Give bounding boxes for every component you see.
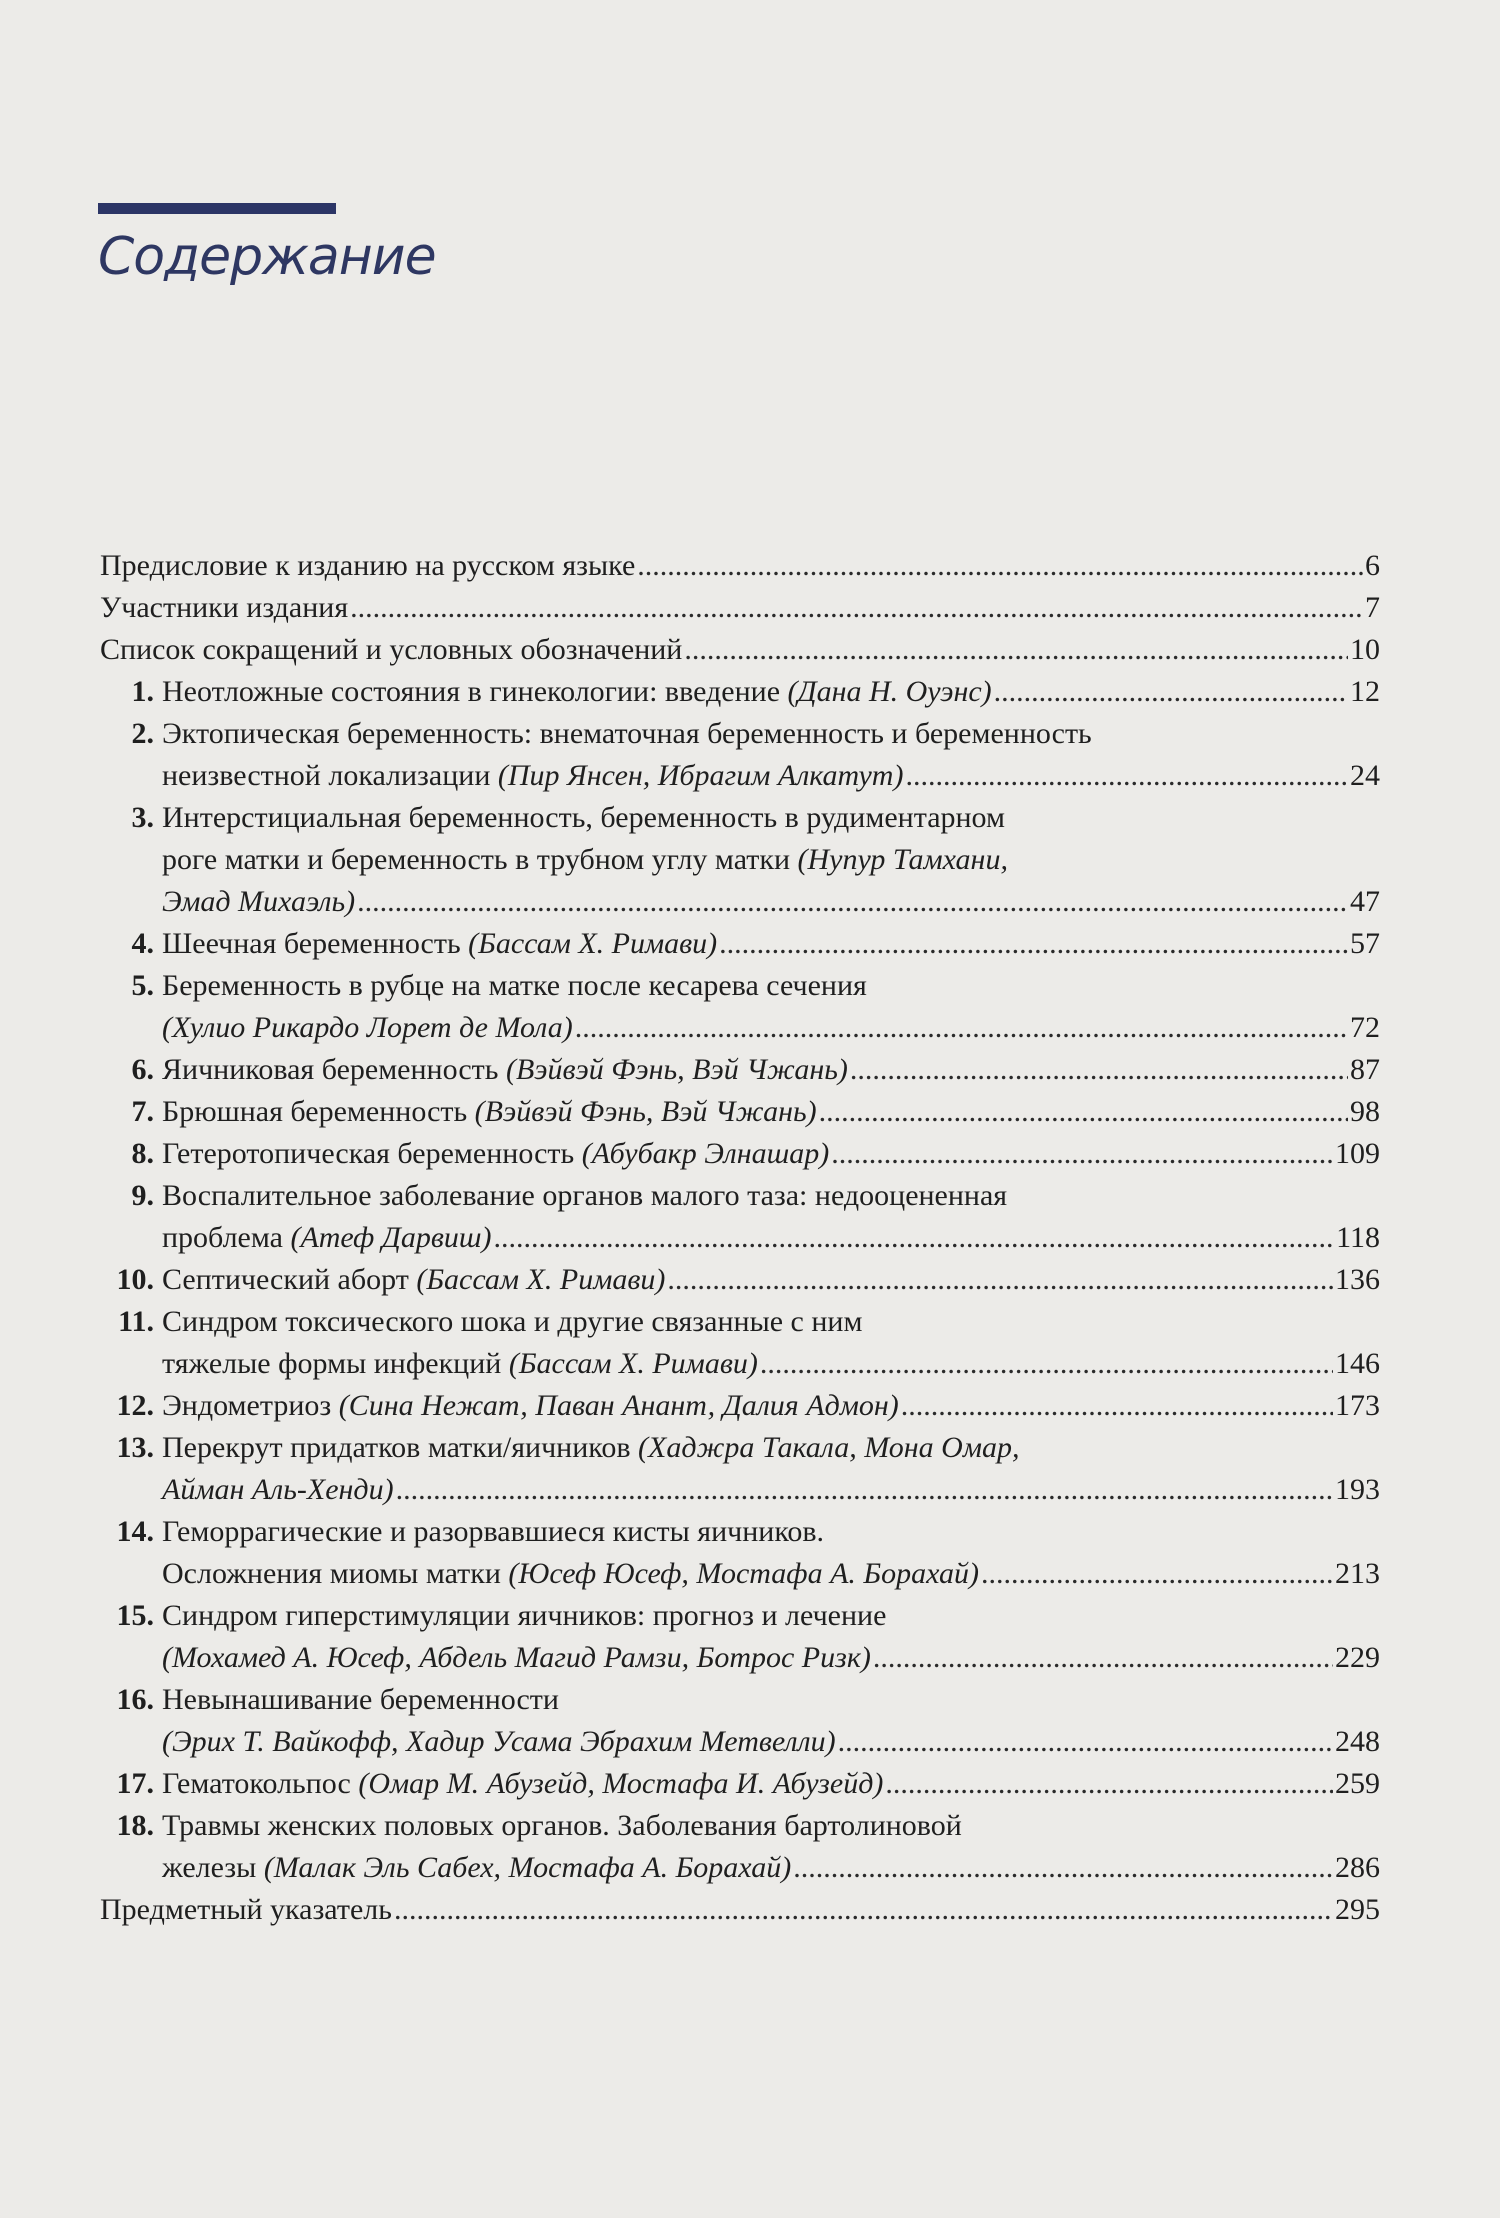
page-number: 286 (1335, 1851, 1380, 1884)
toc-chapter-4[interactable]: 4. Шеечная беременность (Бассам Х. Римави) ..... 57 (100, 923, 1380, 965)
chapter-number: 3. (131, 801, 154, 834)
chapter-number: 9. (131, 1179, 154, 1212)
chapter-authors: (Вэйвэй Фэнь, Вэй Чжань) (474, 1095, 817, 1128)
toc-chapter-10[interactable]: 10. Септический аборт (Бассам Х. Римави) ..... 136 (100, 1259, 1380, 1301)
chapter-number: 5. (131, 969, 154, 1002)
leader-dots (684, 629, 1348, 671)
chapter-number: 11. (118, 1305, 154, 1338)
chapter-number: 18. (116, 1809, 154, 1842)
page-number: 47 (1350, 885, 1380, 918)
leader-dots (793, 1847, 1333, 1889)
chapter-authors: (Нупур Тамхани, (797, 843, 1008, 876)
toc-chapter-18[interactable]: 18. Травмы женских половых органов. Заболевания бартолиновой (100, 1805, 1380, 1847)
chapter-authors: (Малак Эль Сабех, Мостафа А. Борахай) (263, 1851, 792, 1884)
chapter-authors: (Сина Нежат, Паван Анант, Далия Адмон) (338, 1389, 899, 1422)
page-number: 229 (1335, 1641, 1380, 1674)
leader-dots (719, 923, 1348, 965)
leader-dots (981, 1553, 1333, 1595)
leader-dots (819, 1091, 1348, 1133)
page-number: 193 (1335, 1473, 1380, 1506)
page-number: 57 (1350, 927, 1380, 960)
page-number: 72 (1350, 1011, 1380, 1044)
chapter-authors: (Вэйвэй Фэнь, Вэй Чжань) (505, 1053, 848, 1086)
chapter-authors: (Мохамед А. Юсеф, Абдель Магид Рамзи, Ботрос Ризк) (162, 1641, 871, 1674)
page-number: 295 (1335, 1893, 1380, 1926)
toc-entry-contributors[interactable]: Участники издания ..... 7 (100, 587, 1380, 629)
page-number: 87 (1350, 1053, 1380, 1086)
toc-chapter-3[interactable]: 3. Интерстициальная беременность, беременность в рудиментарном (100, 797, 1380, 839)
leader-dots (667, 1259, 1333, 1301)
chapter-authors: (Омар М. Абузейд, Мостафа И. Абузейд) (358, 1767, 884, 1800)
toc-chapter-12[interactable]: 12. Эндометриоз (Сина Нежат, Паван Анант, Далия Адмон) ..... 173 (100, 1385, 1380, 1427)
chapter-number: 8. (131, 1137, 154, 1170)
page-number: 259 (1335, 1767, 1380, 1800)
leader-dots (394, 1889, 1333, 1931)
leader-dots (575, 1007, 1348, 1049)
page-number: 136 (1335, 1263, 1380, 1296)
toc-chapter-5[interactable]: 5. Беременность в рубце на матке после кесарева сечения (100, 965, 1380, 1007)
page-title: Содержание (98, 227, 436, 287)
leader-dots (994, 671, 1348, 713)
page-number: 6 (1365, 549, 1380, 582)
chapter-authors: (Атеф Дарвиш) (290, 1221, 492, 1254)
toc-chapter-14-cont[interactable]: Осложнения миомы матки (Юсеф Юсеф, Мостафа А. Борахай) ..... 213 (100, 1553, 1380, 1595)
leader-dots (357, 881, 1348, 923)
page-number: 24 (1350, 759, 1380, 792)
page-number: 248 (1335, 1725, 1380, 1758)
chapter-number: 2. (131, 717, 154, 750)
page-number: 118 (1336, 1221, 1380, 1254)
chapter-authors: (Бассам Х. Римави) (508, 1347, 758, 1380)
toc-entry-index[interactable]: Предметный указатель ..... 295 (100, 1889, 1380, 1931)
leader-dots (901, 1385, 1333, 1427)
chapter-authors: (Бассам Х. Римави) (416, 1263, 666, 1296)
toc-chapter-17[interactable]: 17. Гематокольпос (Омар М. Абузейд, Мостафа И. Абузейд) ..... 259 (100, 1763, 1380, 1805)
toc-chapter-3-cont[interactable]: роге матки и беременность в трубном углу матки (Нупур Тамхани, (162, 843, 1008, 876)
toc-chapter-2-cont[interactable]: неизвестной локализации (Пир Янсен, Ибрагим Алкатут) ..... 24 (100, 755, 1380, 797)
chapter-number: 17. (116, 1767, 154, 1800)
page-number: 12 (1350, 675, 1380, 708)
chapter-authors: (Хаджра Такала, Мона Омар, (638, 1431, 1020, 1464)
chapter-authors: (Хулио Рикардо Лорет де Мола) (162, 1011, 573, 1044)
chapter-number: 6. (131, 1053, 154, 1086)
leader-dots (831, 1133, 1333, 1175)
title-accent-bar (98, 203, 336, 214)
chapter-number: 12. (116, 1389, 154, 1422)
toc-chapter-5-cont[interactable] (100, 1007, 1380, 1049)
page-number: 213 (1335, 1557, 1380, 1590)
toc-chapter-7[interactable]: 7. Брюшная беременность (Вэйвэй Фэнь, Вэй Чжань) ..... 98 (100, 1091, 1380, 1133)
leader-dots (850, 1049, 1348, 1091)
toc-chapter-16[interactable]: 16. Невынашивание беременности (100, 1679, 1380, 1721)
chapter-number: 10. (116, 1263, 154, 1296)
toc-chapter-15[interactable]: 15. Синдром гиперстимуляции яичников: прогноз и лечение (100, 1595, 1380, 1637)
toc-chapter-9-cont[interactable]: проблема (Атеф Дарвиш) ..... 118 (100, 1217, 1380, 1259)
page-number: 173 (1335, 1389, 1380, 1422)
chapter-authors: Эмад Михаэль) (162, 885, 356, 918)
toc-chapter-8[interactable]: 8. Гетеротопическая беременность (Абубакр Элнашар) ..... 109 (100, 1133, 1380, 1175)
toc-chapter-9[interactable]: 9. Воспалительное заболевание органов малого таза: недооцененная (100, 1175, 1380, 1217)
page-number: 7 (1365, 591, 1380, 624)
toc-chapter-13[interactable]: 13. Перекрут придатков матки/яичников (Хаджра Такала, Мона Омар, (100, 1427, 1380, 1469)
toc-chapter-11-cont[interactable]: тяжелые формы инфекций (Бассам Х. Римави) ..... 146 (100, 1343, 1380, 1385)
page-number: 146 (1335, 1347, 1380, 1380)
chapter-authors: Айман Аль-Хенди) (162, 1473, 394, 1506)
chapter-number: 15. (116, 1599, 154, 1632)
leader-dots (637, 545, 1363, 587)
chapter-number: 4. (131, 927, 154, 960)
chapter-number: 16. (116, 1683, 154, 1716)
toc-chapter-11[interactable]: 11. Синдром токсического шока и другие связанные с ним (100, 1301, 1380, 1343)
leader-dots (905, 755, 1348, 797)
toc-chapter-6[interactable]: 6. Яичниковая беременность (Вэйвэй Фэнь, Вэй Чжань) ..... 87 (100, 1049, 1380, 1091)
chapter-authors: (Бассам Х. Римави) (468, 927, 718, 960)
page-number: 98 (1350, 1095, 1380, 1128)
chapter-authors: (Юсеф Юсеф, Мостафа А. Борахай) (508, 1557, 980, 1590)
toc-chapter-18-cont[interactable]: железы (Малак Эль Сабех, Мостафа А. Борахай) ..... 286 (100, 1847, 1380, 1889)
toc-entry-preface[interactable]: Предисловие к изданию на русском языке ..... 6 (100, 545, 1380, 587)
chapter-authors: (Абубакр Элнашар) (581, 1137, 830, 1170)
toc-chapter-3-cont2[interactable] (100, 881, 1380, 923)
chapter-authors: (Эрих Т. Вайкофф, Хадир Усама Эбрахим Метвелли) (162, 1725, 836, 1758)
toc-chapter-2[interactable]: 2. Эктопическая беременность: внематочная беременность и беременность (100, 713, 1380, 755)
toc-chapter-13-cont[interactable] (100, 1469, 1380, 1511)
toc-chapter-15-cont[interactable] (100, 1637, 1380, 1679)
chapter-authors: (Пир Янсен, Ибрагим Алкатут) (497, 759, 904, 792)
chapter-number: 7. (131, 1095, 154, 1128)
leader-dots (760, 1343, 1333, 1385)
page-number: 109 (1335, 1137, 1380, 1170)
chapter-number: 13. (116, 1431, 154, 1464)
chapter-number: 14. (116, 1515, 154, 1548)
leader-dots (885, 1763, 1333, 1805)
toc-chapter-16-cont[interactable] (100, 1721, 1380, 1763)
leader-dots (873, 1637, 1333, 1679)
toc-entry-abbreviations[interactable]: Список сокращений и условных обозначений ..... 10 (100, 629, 1380, 671)
chapter-number: 1. (131, 675, 154, 708)
toc-chapter-14[interactable]: 14. Геморрагические и разорвавшиеся кисты яичников. (100, 1511, 1380, 1553)
leader-dots (494, 1217, 1335, 1259)
table-of-contents (100, 545, 1380, 1931)
leader-dots (838, 1721, 1333, 1763)
toc-chapter-1[interactable]: 1. Неотложные состояния в гинекологии: введение (Дана Н. Оуэнс) ..... 12 (100, 671, 1380, 713)
page-number: 10 (1350, 633, 1380, 666)
chapter-authors: (Дана Н. Оуэнс) (787, 675, 992, 708)
leader-dots (350, 587, 1363, 629)
leader-dots (396, 1469, 1333, 1511)
